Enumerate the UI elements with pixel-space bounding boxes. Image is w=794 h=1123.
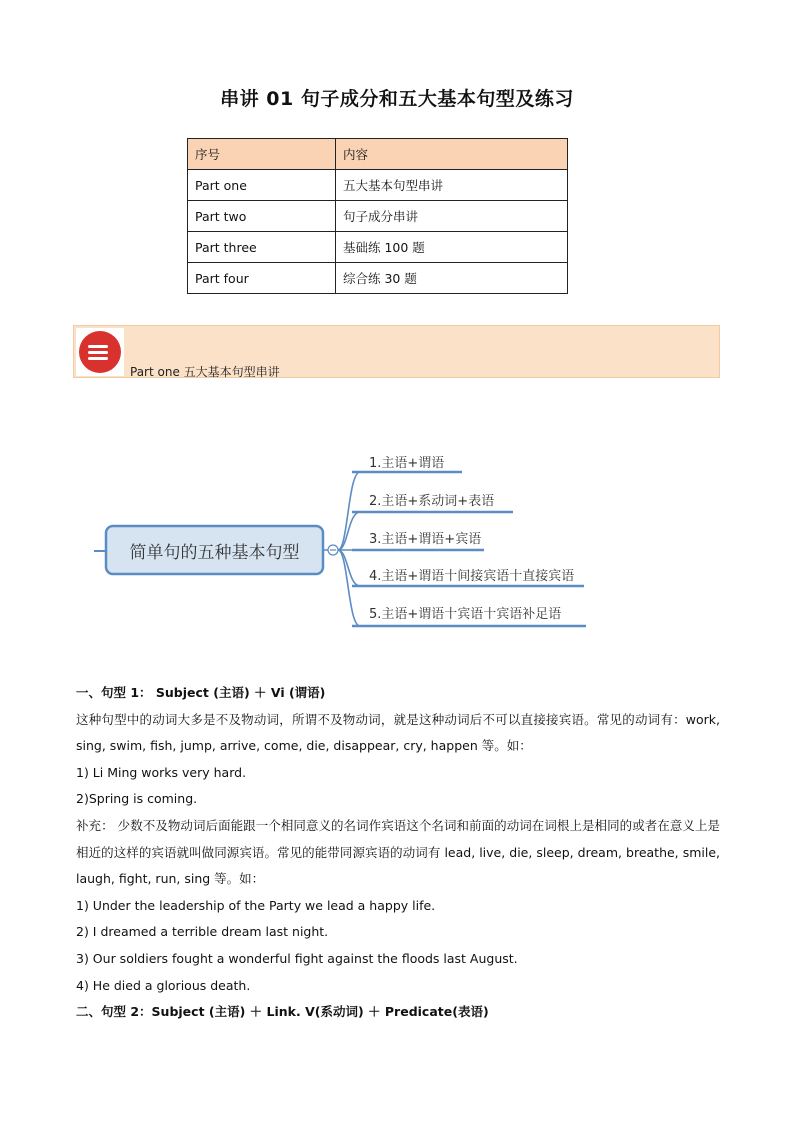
branch-label-5: 5.主语+谓语十宾语十宾语补足语 — [369, 607, 562, 622]
branch-label-3: 3.主语+谓语+宾语 — [369, 532, 482, 547]
table-row — [188, 232, 568, 263]
section-heading: 二、句型 2：Subject (主语) ＋ Link. V(系动词) ＋ Predicate(表语) — [76, 1004, 489, 1020]
contents-table — [187, 138, 568, 294]
table-cell: 综合练 30 题 — [336, 263, 568, 294]
table-cell: Part four — [188, 263, 336, 294]
page-title: 串讲 01 句子成分和五大基本句型及练习 — [220, 88, 574, 110]
section-banner-label: Part one 五大基本句型串讲 — [130, 365, 280, 379]
mindmap-root-label: 简单句的五种基本句型 — [129, 543, 300, 563]
table-cell: 五大基本句型串讲 — [336, 170, 568, 201]
branch-label-4: 4.主语+谓语十间接宾语十直接宾语 — [369, 569, 575, 584]
example-sentence: 1) Li Ming works very hard. — [76, 764, 247, 780]
table-cell: Part one — [188, 170, 336, 201]
body-text — [76, 680, 720, 1026]
paragraph: 这种句型中的动词大多是不及物动词，所谓不及物动词，就是这种动词后不可以直接接宾语。常见的动词有：work, sing, swim, fish, jump, arrive, come, die, disappear, cry, happen 等。如： — [76, 711, 720, 754]
table-cell: Part three — [188, 232, 336, 263]
table-row — [188, 201, 568, 232]
list-icon — [76, 328, 124, 376]
table-row — [188, 263, 568, 294]
branch-label-2: 2.主语+系动词+表语 — [369, 494, 495, 509]
table-cell: Part two — [188, 201, 336, 232]
mindmap-diagram — [90, 440, 620, 640]
example-sentence: 3) Our soldiers fought a wonderful fight against the floods last August. — [76, 950, 518, 966]
example-sentence: 2)Spring is coming. — [76, 791, 198, 807]
table-header-row — [188, 139, 568, 170]
header-cell-content: 内容 — [336, 139, 568, 170]
example-sentence: 1) Under the leadership of the Party we lead a happy life. — [76, 897, 436, 913]
example-sentence: 2) I dreamed a terrible dream last night. — [76, 924, 329, 940]
example-sentence: 4) He died a glorious death. — [76, 977, 251, 993]
table-cell: 句子成分串讲 — [336, 201, 568, 232]
section-heading: 一、句型 1： Subject (主语) ＋ Vi (谓语) — [76, 685, 326, 700]
section-banner — [73, 325, 720, 378]
paragraph: 补充： 少数不及物动词后面能跟一个相同意义的名词作宾语这个名词和前面的动词在词根上是相同的或者在意义上是相近的这样的宾语就叫做同源宾语。常见的能带同源宾语的动词有 lead, live, die, sleep, dream, breathe, smile, laugh, fight, run, sing 等。如： — [76, 817, 720, 887]
branch-label-1: 1.主语+谓语 — [369, 456, 445, 471]
header-cell-number: 序号 — [188, 139, 336, 170]
table-row — [188, 170, 568, 201]
table-cell: 基础练 100 题 — [336, 232, 568, 263]
